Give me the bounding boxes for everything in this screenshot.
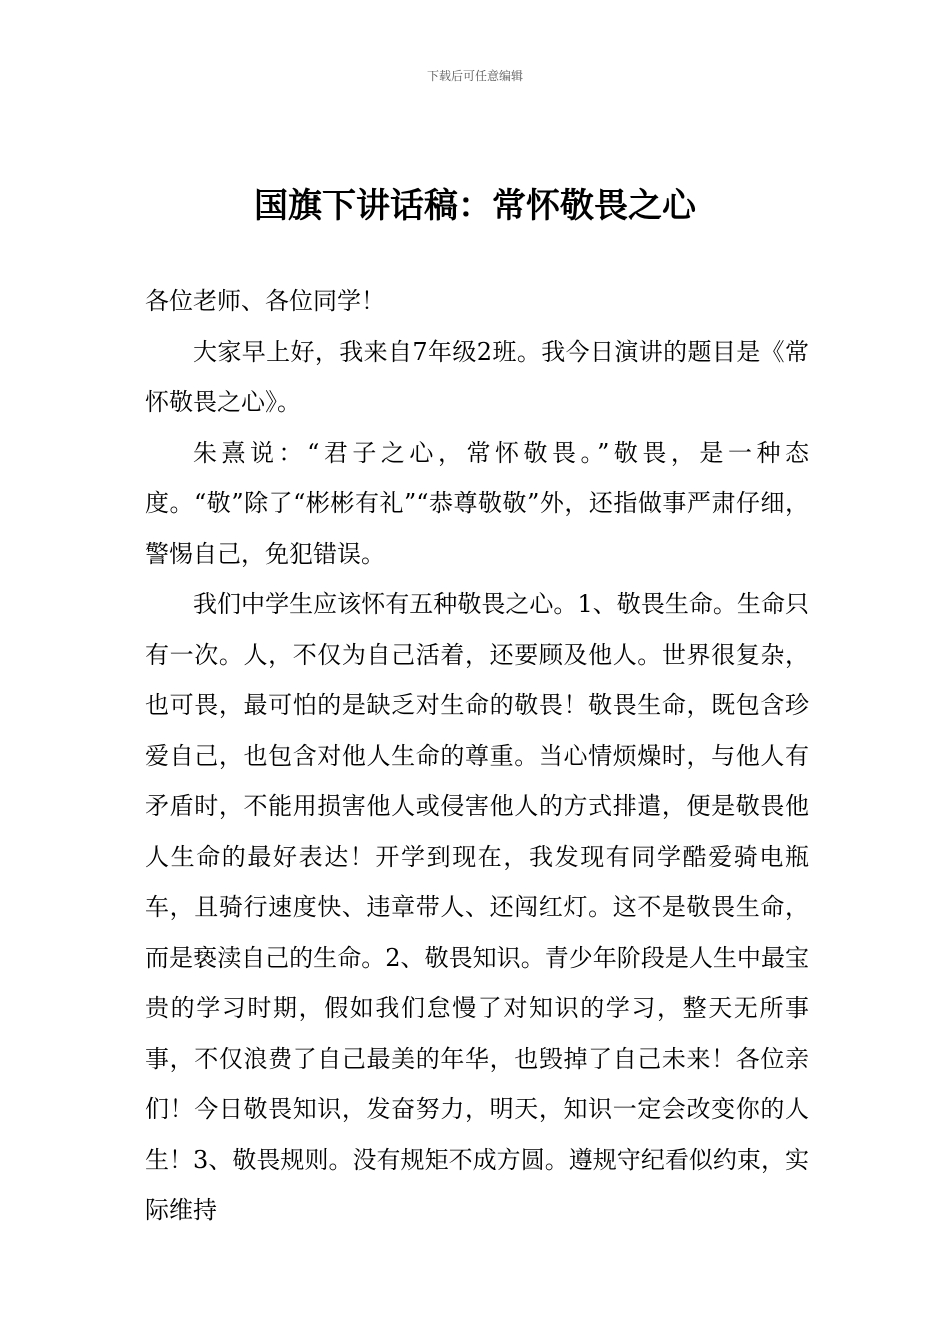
paragraph-five-reverences: 我们中学生应该怀有五种敬畏之心。1、敬畏生命。生命只有一次。人，不仅为自己活着，还要顾及他人。世界很复杂，也可畏，最可怕的是缺乏对生命的敬畏！敬畏生命，既包含珍爱自己，也包含对他人生命的尊重。当心情烦燥时，与他人有矛盾时，不能用损害他人或侵害他人的方式排遣，便是敬畏他人生命的最好表达！开学到现在，我发现有同学酷爱骑电瓶车，且骑行速度快、违章带人、还闯红灯。这不是敬畏生命，而是亵渎自己的生命。2、敬畏知识。青少年阶段是人生中最宝贵的学习时期，假如我们怠慢了对知识的学习，整天无所事事，不仅浪费了自己最美的年华，也毁掉了自己未来！各位亲们！今日敬畏知识，发奋努力，明天，知识一定会改变你的人生！3、敬畏规则。没有规矩不成方圆。遵规守纪看似约束，实际维持 — [145, 590, 809, 1224]
page-header-note: 下载后可任意编辑 — [426, 69, 523, 83]
paragraph-zhuxi-quote: 朱熹说：“君子之心，常怀敬畏。”敬畏，是一种态度。“敬”除了“彬彬有礼”“恭尊敬敬”外，还指做事严肃仔细，警惕自己，免犯错误。 — [145, 438, 809, 568]
document-title: 国旗下讲话稿：常怀敬畏之心 — [254, 186, 696, 226]
paragraph-intro: 大家早上好，我来自7年级2班。我今日演讲的题目是《常怀敬畏之心》。 — [145, 337, 809, 416]
document-body — [145, 276, 809, 1236]
greeting-line: 各位老师、各位同学！ — [145, 287, 385, 315]
